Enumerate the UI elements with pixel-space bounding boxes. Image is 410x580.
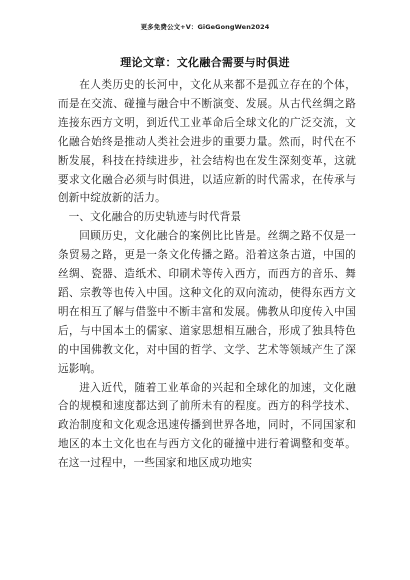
article-title: 理论文章：文化融合需要与时俱进 [120,56,290,69]
paragraph-intro: 在人类历史的长河中，文化从来都不是孤立存在的个体，而是在交流、碰撞与融合中不断演变、发展。从古代丝绸之路连接东西方文明，到近代工业革命后全球文化的广泛交流，文化融合始终是推动人类社会进步的重要力量。然而，时代在不断发展，科技在持续进步，社会结构也在发生深刻变革，这就要求文化融合必须与时俱进，以适应新的时代需求，在传承与创新中绽放新的活力。 [58,79,356,205]
section-heading: 一、文化融合的历史轨迹与时代背景 [68,211,242,224]
page-header: 更多免费公文+V：GiGeGongWen2024 [140,23,270,31]
paragraph-history: 回顾历史，文化融合的案例比比皆是。丝绸之路不仅是一条贸易之路，更是一条文化传播之路。沿着这条古道，中国的丝绸、瓷器、造纸术、印刷术等传入西方，而西方的音乐、舞蹈、宗教等也传入中国。这种文化的双向流动，使得东西方文明在相互了解与借鉴中不断丰富和发展。佛教从印度传入中国后，与中国本土的儒家、道家思想相互融合，形成了独具特色的中国佛教文化，对中国的哲学、文学、艺术等领域产生了深远影响。 [58,230,356,375]
article-body [58,76,356,473]
paragraph-modern: 进入近代，随着工业革命的兴起和全球化的加速，文化融合的规模和速度都达到了前所未有的程度。西方的科学技术、政治制度和文化观念迅速传播到世界各地，同时，不同国家和地区的本土文化也在与西方文化的碰撞中进行着调整和变革。在这一过程中，一些国家和地区成功地实 [58,381,356,470]
